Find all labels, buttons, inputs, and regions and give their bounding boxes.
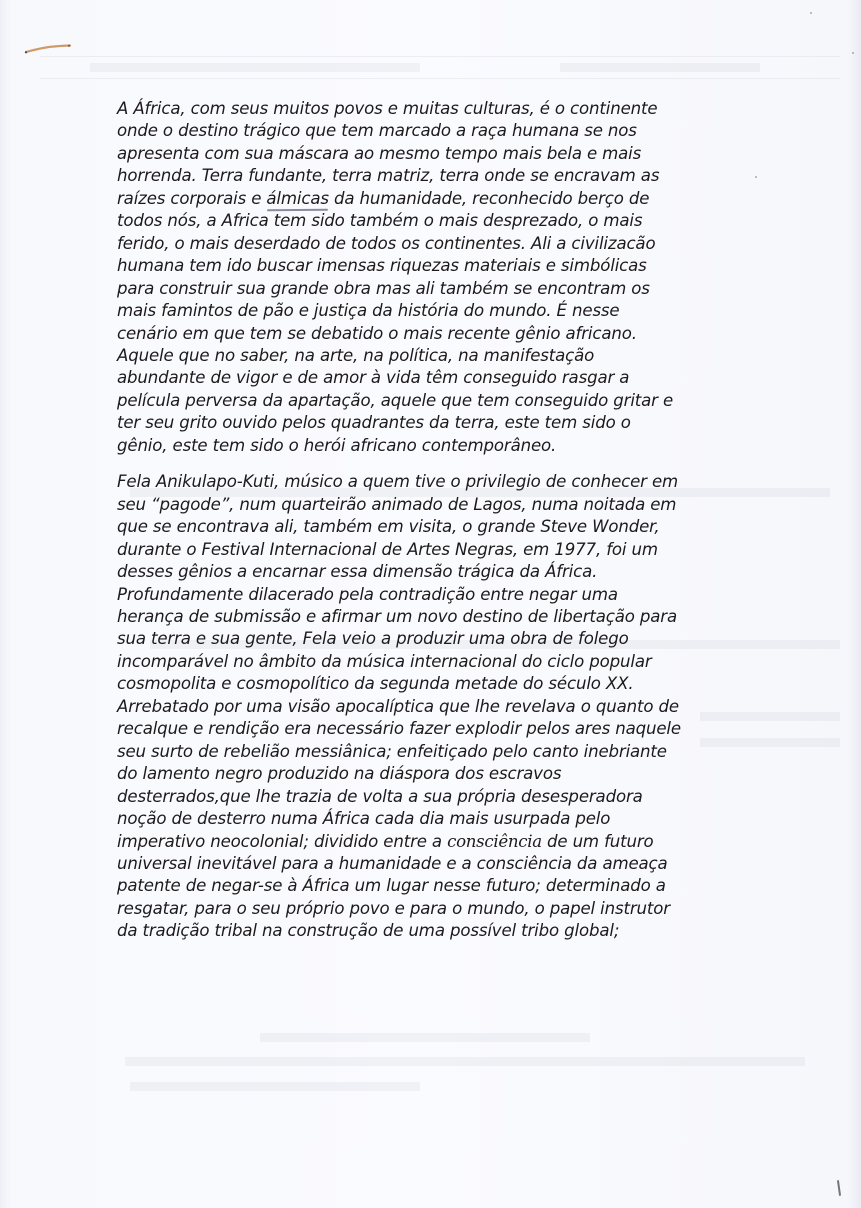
text-line: Aquele que no saber, na arte, na política, na manifestação <box>117 345 595 365</box>
text-line: Fela Anikulapo-Kuti, músico a quem tive o privilegio de conhecer em <box>117 472 679 492</box>
text-line: incomparável no âmbito da música internacional do ciclo popular <box>117 651 652 671</box>
underlined-word: álmicas <box>266 188 329 208</box>
text-line: desterrados,que lhe trazia de volta a sua própria desesperadora <box>117 786 643 806</box>
text-line: cosmopolita e cosmopolítico da segunda metade do século XX. <box>117 674 634 694</box>
text-line: Arrebatado por uma visão apocalíptica que lhe revelava o quanto de <box>117 696 679 716</box>
text-line: seu surto de rebelião messiânica; enfeitiçado pelo canto inebriante <box>117 741 667 761</box>
paragraph <box>117 471 757 943</box>
text-line: herança de submissão e afirmar um novo destino de libertação para <box>117 606 677 626</box>
text-line: gênio, este tem sido o herói africano contemporâneo. <box>117 435 557 455</box>
text-line: noção de desterro numa África cada dia mais usurpada pelo <box>117 809 611 829</box>
text-segment: da humanidade, reconhecido berço de <box>328 188 650 208</box>
emphasized-word: consciência <box>447 831 542 851</box>
pen-stroke-mark-icon <box>837 1180 841 1196</box>
paper-speck <box>810 12 812 14</box>
text-segment: imperativo neocolonial; dividido entre a <box>117 831 448 851</box>
bleed-through-line <box>90 63 420 72</box>
text-line: durante o Festival Internacional de Artes Negras, em 1977, foi um <box>117 539 658 559</box>
text-line: da tradição tribal na construção de uma possível tribo global; <box>117 921 620 941</box>
bleed-through-rule <box>40 56 840 57</box>
text-line: humana tem ido buscar imensas riquezas materiais e simbólicas <box>117 256 647 276</box>
text-line: sua terra e sua gente, Fela veio a produzir uma obra de folego <box>117 629 629 649</box>
text-line: seu “pagode”, num quarteirão animado de Lagos, numa noitada em <box>117 494 677 514</box>
bleed-through-rule <box>40 78 840 79</box>
text-line: mais famintos de pão e justiça da história do mundo. É nesse <box>117 301 620 321</box>
bleed-through-line <box>125 1057 805 1066</box>
bleed-through-line <box>130 1082 420 1091</box>
text-line: do lamento negro produzido na diáspora dos escravos <box>117 764 562 784</box>
paper-speck <box>852 52 854 54</box>
text-line: ferido, o mais deserdado de todos os continentes. Ali a civilizacão <box>117 233 656 253</box>
text-segment: de um futuro <box>541 831 654 851</box>
text-line <box>117 188 757 210</box>
text-line: universal inevitável para a humanidade e a consciência da ameaça <box>117 853 668 873</box>
text-line: Profundamente dilacerado pela contradição entre negar uma <box>117 584 618 604</box>
text-segment: raízes corporais e <box>117 188 267 208</box>
bleed-through-line <box>560 63 760 72</box>
text-line: abundante de vigor e de amor à vida têm conseguido rasgar a <box>117 368 630 388</box>
text-line: apresenta com sua máscara ao mesmo tempo mais bela e mais <box>117 143 642 163</box>
text-line: A África, com seus muitos povos e muitas culturas, é o continente <box>117 99 658 118</box>
text-line: cenário em que tem se debatido o mais recente gênio africano. <box>117 323 637 343</box>
text-line: recalque e rendição era necessário fazer explodir pelos ares naquele <box>117 719 681 739</box>
text-line: todos nós, a Africa tem sido também o mais desprezado, o mais <box>117 211 643 231</box>
text-line: desses gênios a encarnar essa dimensão trágica da África. <box>117 562 598 582</box>
rust-stain-mark-icon <box>24 44 72 54</box>
text-line: horrenda. Terra fundante, terra matriz, terra onde se encravam as <box>117 166 660 186</box>
text-line <box>117 831 757 853</box>
text-line: onde o destino trágico que tem marcado a raça humana se nos <box>117 121 637 141</box>
text-line: película perversa da apartação, aquele que tem conseguido gritar e <box>117 390 674 410</box>
text-line: para construir sua grande obra mas ali também se encontram os <box>117 278 650 298</box>
bleed-through-line <box>260 1033 590 1042</box>
text-line: patente de negar-se à África um lugar nesse futuro; determinado a <box>117 876 666 896</box>
text-line: resgatar, para o seu próprio povo e para o mundo, o papel instrutor <box>117 898 670 918</box>
paragraph <box>117 98 757 457</box>
text-line: ter seu grito ouvido pelos quadrantes da terra, este tem sido o <box>117 413 631 433</box>
text-line: que se encontrava ali, também em visita, o grande Steve Wonder, <box>117 517 660 537</box>
document-body <box>117 98 757 943</box>
